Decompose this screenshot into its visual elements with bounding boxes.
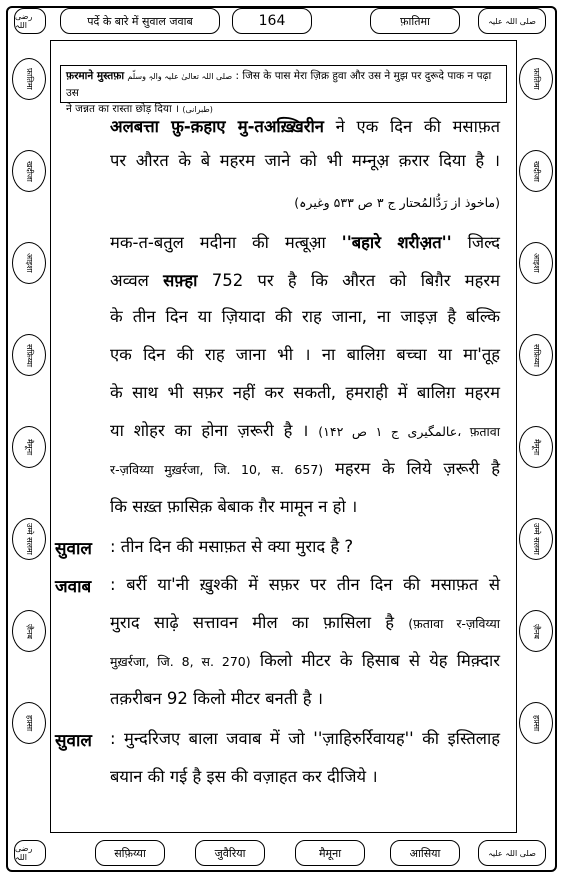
header-corner-left: رضی اللہ bbox=[14, 8, 46, 34]
question2-line2: बयान की गई है इस की वज़ाहत कर दीजिये । bbox=[110, 767, 378, 786]
left-medal-7: ज़ैनब bbox=[12, 610, 46, 652]
para2-line4: एक दिन की राह जाना भी । ना बालिग़ बच्चा या मा'तूह bbox=[110, 345, 500, 364]
farman-text-2: ने जन्नत का रास्ता छोड़ दिया । bbox=[66, 103, 179, 115]
para2-line8: कि सख़्त फ़ासिक़ बेबाक ग़ैर मामून न हो । bbox=[110, 497, 358, 516]
right-medal-5: मैमूना bbox=[519, 426, 553, 468]
footer-tab-2: जुवैरिया bbox=[195, 840, 265, 866]
farman-ref: (طبرانی) bbox=[182, 105, 213, 114]
left-medal-5: मैमूना bbox=[12, 426, 46, 468]
header-book-title: पर्दे के बारे में सुवाल जवाब bbox=[60, 8, 220, 34]
left-medal-2: खदीजा bbox=[12, 150, 46, 192]
para2-line5: के साथ भी सफ़र नहीं कर सकती, हमराही में बालिग़ महरम bbox=[110, 383, 500, 402]
answer1-line4: तक़रीबन 92 किलो मीटर बनती है । bbox=[110, 689, 324, 708]
footer-tab-3: मैमूना bbox=[295, 840, 365, 866]
farman-arabic: صلی اللہ تعالیٰ علیہ والہٖ وسلّم bbox=[127, 72, 233, 81]
para2-line6: या शोहर का होना ज़रूरी है । (عالمگیری ج ۱ ص ۱۴۲، फ़तावा bbox=[110, 421, 500, 440]
header-corner-right: صلی اللہ علیہ bbox=[478, 8, 546, 34]
left-medal-4: सफ़िय्या bbox=[12, 334, 46, 376]
question2-label: सुवाल bbox=[55, 731, 92, 751]
left-medal-3: आइशा bbox=[12, 242, 46, 284]
right-medal-6: उम्मे सलमा bbox=[519, 518, 553, 560]
footer-corner-right: صلی اللہ علیہ bbox=[478, 840, 546, 866]
right-medal-3: आइशा bbox=[519, 242, 553, 284]
page-number: 164 bbox=[232, 8, 312, 34]
right-medal-7: ज़ैनब bbox=[519, 610, 553, 652]
answer1-label: जवाब bbox=[55, 577, 92, 597]
farman-box bbox=[60, 65, 507, 115]
para1-line1: अलबत्ता फ़ु-क़हाए मु-तअख़्ख़िरीन ने एक दिन की मसाफ़त bbox=[110, 117, 500, 136]
question1-label: सुवाल bbox=[55, 539, 92, 559]
para2-line7: र-ज़विय्या मुख़र्रजा, जि. 10, स. 657) महरम के लिये ज़रूरी है bbox=[110, 459, 500, 478]
answer1-line1: : बर्री या'नी ख़ुश्की में सफ़र पर तीन दिन की मसाफ़त से bbox=[110, 575, 500, 594]
left-medal-8: हफ़्सा bbox=[12, 702, 46, 744]
para1-line2: पर औरत के बे महरम जाने को भी मम्नूअ़ क़रार दिया है । bbox=[110, 151, 500, 170]
farman-text-1: : जिस के पास मेरा ज़िक्र हुवा और उस ने मुझ पर दुरूदे पाक न पढ़ा उस bbox=[66, 70, 492, 99]
right-medal-1: फ़ातिमा bbox=[519, 58, 553, 100]
right-medal-8: हफ़्सा bbox=[519, 702, 553, 744]
right-medal-4: सफ़िय्या bbox=[519, 334, 553, 376]
para2-line2: अव्वल सफ़्हा 752 पर है कि औरत को बिग़ैर महरम bbox=[110, 271, 500, 290]
footer-corner-left: رضی اللہ bbox=[14, 840, 46, 866]
header-right-tab: फ़ातिमा bbox=[370, 8, 460, 34]
left-medal-6: उम्मे सलमा bbox=[12, 518, 46, 560]
para2-line1: मक-त-बतुल मदीना की मत्बूआ़ ''बहारे शरीअ़त'' जिल्द bbox=[110, 233, 500, 252]
para2-line3: के तीन दिन या ज़ियादा की राह जाना, ना जाइज़ है बल्कि bbox=[110, 307, 500, 326]
question2-line1: : मुन्दरिजए बाला जवाब में जो ''ज़ाहिरुर्रिवायह'' की इस्तिलाह bbox=[110, 729, 500, 748]
para1-reference: (ماخوذ از رَدُّالمُحتار ج ۳ ص ۵۳۳ وغیرہ) bbox=[294, 195, 500, 210]
answer1-line2: मुराद साढ़े सत्तावन मील का फ़ासिला है (फ़तावा र-ज़विय्या bbox=[110, 613, 500, 632]
question1-text: : तीन दिन की मसाफ़त से क्या मुराद है ? bbox=[110, 537, 354, 556]
left-medal-1: फ़ातिमा bbox=[12, 58, 46, 100]
answer1-line3: मुख़र्रजा, जि. 8, स. 270) किलो मीटर के हिसाब से येह मिक़्दार bbox=[110, 651, 500, 670]
farman-label: फ़रमाने मुस्तफ़ा bbox=[66, 70, 125, 82]
right-medal-2: खदीजा bbox=[519, 150, 553, 192]
footer-tab-4: आसिया bbox=[390, 840, 460, 866]
footer-tab-1: सफ़िय्या bbox=[95, 840, 165, 866]
